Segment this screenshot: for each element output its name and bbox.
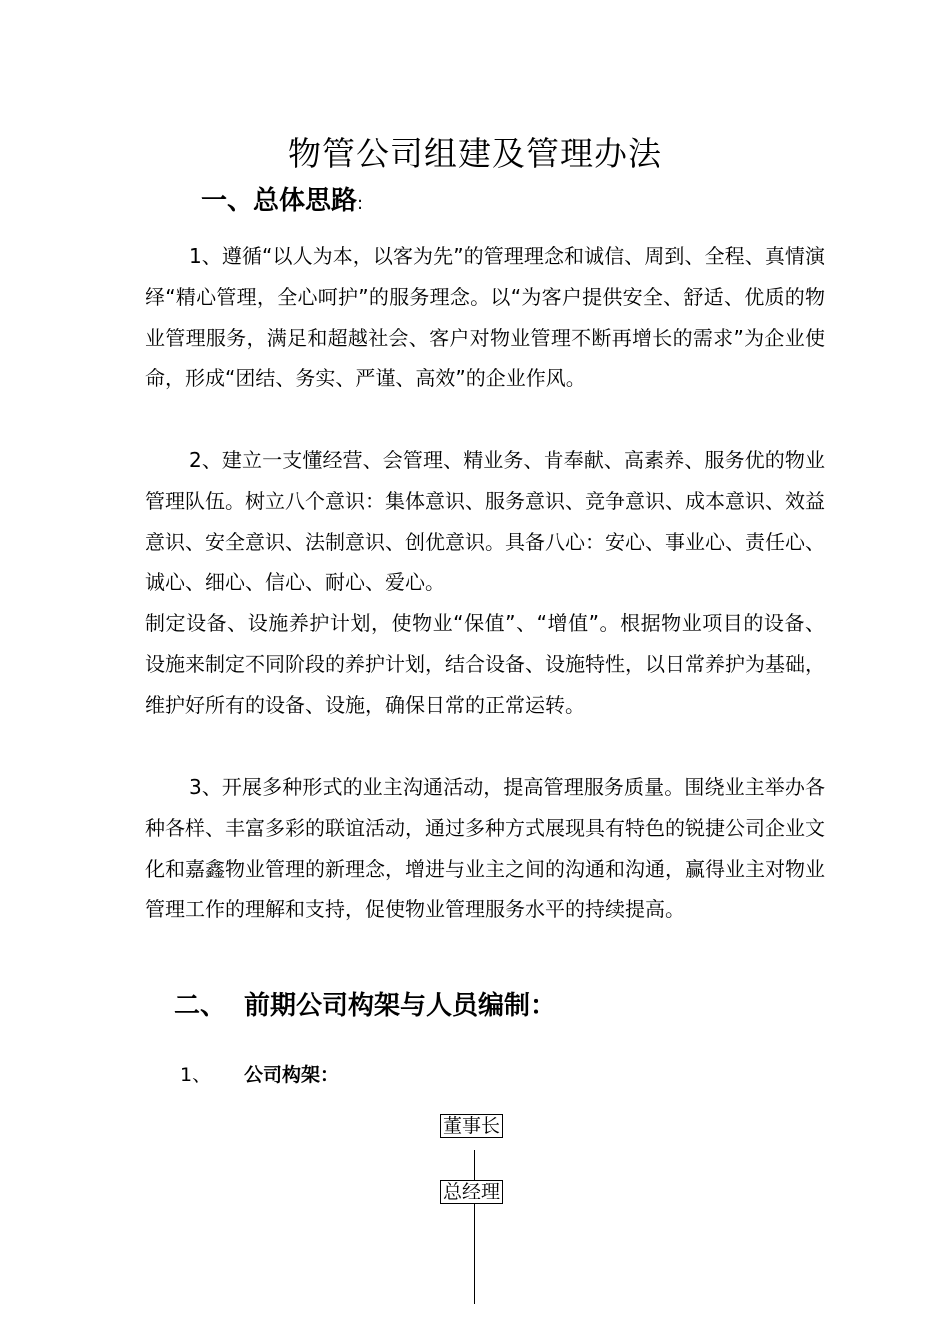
section-2-number: 二、 bbox=[174, 991, 227, 1021]
section-1-heading-text: 一、总体思路 bbox=[201, 186, 358, 216]
paragraph-2: 2、建立一支懂经营、会管理、精业务、肯奉献、高素养、服务优的物业管理队伍。树立八个意识：集体意识、服务意识、竞争意识、成本意识、效益意识、安全意识、法制意识、创优意识。具备八心：安心、事业心、责任心、诚心、细心、信心、耐心、爱心。 bbox=[145, 448, 825, 595]
paragraph-2-continued: 制定设备、设施养护计划，使物业“保值”、“增值”。根据物业项目的设备、设施来制定不同阶段的养护计划，结合设备、设施特性，以日常养护为基础，维护好所有的设备、设施，确保日常的正常运转。 bbox=[145, 611, 825, 717]
org-box-general-manager-label: 总经理 bbox=[443, 1181, 501, 1203]
org-box-general-manager bbox=[440, 1180, 503, 1204]
org-box-chairman-label: 董事长 bbox=[443, 1115, 501, 1137]
section-2-heading bbox=[174, 985, 556, 1022]
paragraph-3: 3、开展多种形式的业主沟通活动，提高管理服务质量。围绕业主举办各种各样、丰富多彩的联谊活动，通过多种方式展现具有特色的锐捷公司企业文化和嘉鑫物业管理的新理念，增进与业主之间的沟通和沟通，赢得业主对物业管理工作的理解和支持，促使物业管理服务水平的持续提高。 bbox=[145, 775, 825, 922]
org-box-chairman bbox=[440, 1114, 503, 1138]
section-1-heading-colon: : bbox=[357, 193, 364, 214]
paragraph-1: 1、遵循“以人为本，以客为先”的管理理念和诚信、周到、全程、真情演绎“精心管理，全心呵护”的服务理念。以“为客户提供安全、舒适、优质的物业管理服务，满足和超越社会、客户对物业管理不断再增长的需求”为企业使命，形成“团结、务实、严谨、高效”的企业作风。 bbox=[145, 244, 825, 391]
org-chart-connector bbox=[474, 1150, 475, 1304]
document-title: 物管公司组建及管理办法 bbox=[288, 134, 662, 173]
section-1-heading bbox=[201, 180, 363, 217]
subsection-number: 1、 bbox=[180, 1064, 212, 1086]
section-2-heading-text: 前期公司构架与人员编制： bbox=[244, 991, 557, 1021]
subsection-heading bbox=[180, 1060, 339, 1087]
subsection-heading-text: 公司构架： bbox=[244, 1064, 340, 1086]
